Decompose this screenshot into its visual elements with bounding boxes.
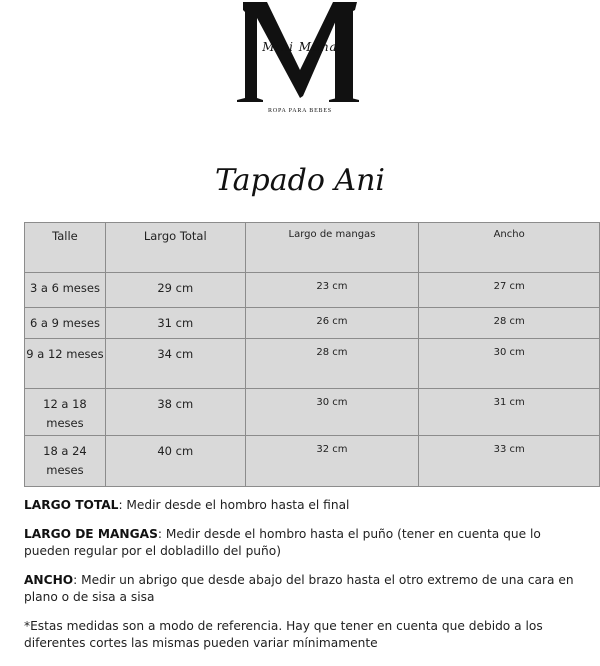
table-row	[25, 308, 600, 339]
cell-largo-mangas: 30 cm	[245, 389, 419, 436]
cell-talle: 12 a 18 meses	[25, 389, 106, 436]
header-largo-mangas: Largo de mangas	[245, 223, 419, 273]
logo-script-text: Mini Muna	[262, 40, 338, 54]
cell-ancho: 30 cm	[419, 339, 600, 389]
page-title: Tapado Ani	[214, 163, 386, 198]
cell-largo-mangas: 28 cm	[245, 339, 419, 389]
note-text: : Medir un abrigo que desde abajo del brazo hasta el otro extremo de una cara en plano o de sisa a sisa	[24, 573, 574, 604]
table-row	[25, 339, 600, 389]
cell-largo-total: 40 cm	[105, 436, 245, 487]
measurement-notes	[24, 497, 576, 664]
header-largo-total: Largo Total	[105, 223, 245, 273]
note-label: LARGO DE MANGAS	[24, 527, 158, 541]
cell-largo-total: 31 cm	[105, 308, 245, 339]
cell-largo-mangas: 26 cm	[245, 308, 419, 339]
brand-logo	[233, 0, 367, 128]
cell-largo-mangas: 23 cm	[245, 273, 419, 308]
note-label: LARGO TOTAL	[24, 498, 119, 512]
cell-talle: 3 a 6 meses	[25, 273, 106, 308]
cell-largo-mangas: 32 cm	[245, 436, 419, 487]
cell-ancho: 31 cm	[419, 389, 600, 436]
logo-subtitle: ROPA PARA BEBES	[268, 108, 332, 114]
cell-largo-total: 38 cm	[105, 389, 245, 436]
size-table	[24, 222, 600, 487]
table-row	[25, 389, 600, 436]
note-largo-mangas	[24, 526, 576, 560]
note-text: : Medir desde el hombro hasta el final	[118, 498, 350, 512]
cell-largo-total: 29 cm	[105, 273, 245, 308]
cell-largo-total: 34 cm	[105, 339, 245, 389]
cell-talle: 18 a 24 meses	[25, 436, 106, 487]
header-talle: Talle	[25, 223, 106, 273]
note-label: ANCHO	[24, 573, 74, 587]
cell-ancho: 28 cm	[419, 308, 600, 339]
cell-ancho: 27 cm	[419, 273, 600, 308]
cell-talle: 9 a 12 meses	[25, 339, 106, 389]
cell-ancho: 33 cm	[419, 436, 600, 487]
note-text: : Medir desde el hombro hasta el puño (tener en cuenta que lo pueden regular por el dobladillo del puño)	[24, 527, 541, 558]
table-row	[25, 436, 600, 487]
cell-talle: 6 a 9 meses	[25, 308, 106, 339]
table-row	[25, 273, 600, 308]
note-disclaimer: *Estas medidas son a modo de referencia. Hay que tener en cuenta que debido a los diferentes cortes las mismas pueden variar mínimamente	[24, 619, 543, 650]
header-ancho: Ancho	[419, 223, 600, 273]
table-header-row	[25, 223, 600, 273]
note-ancho	[24, 572, 576, 606]
note-largo-total	[24, 497, 576, 514]
